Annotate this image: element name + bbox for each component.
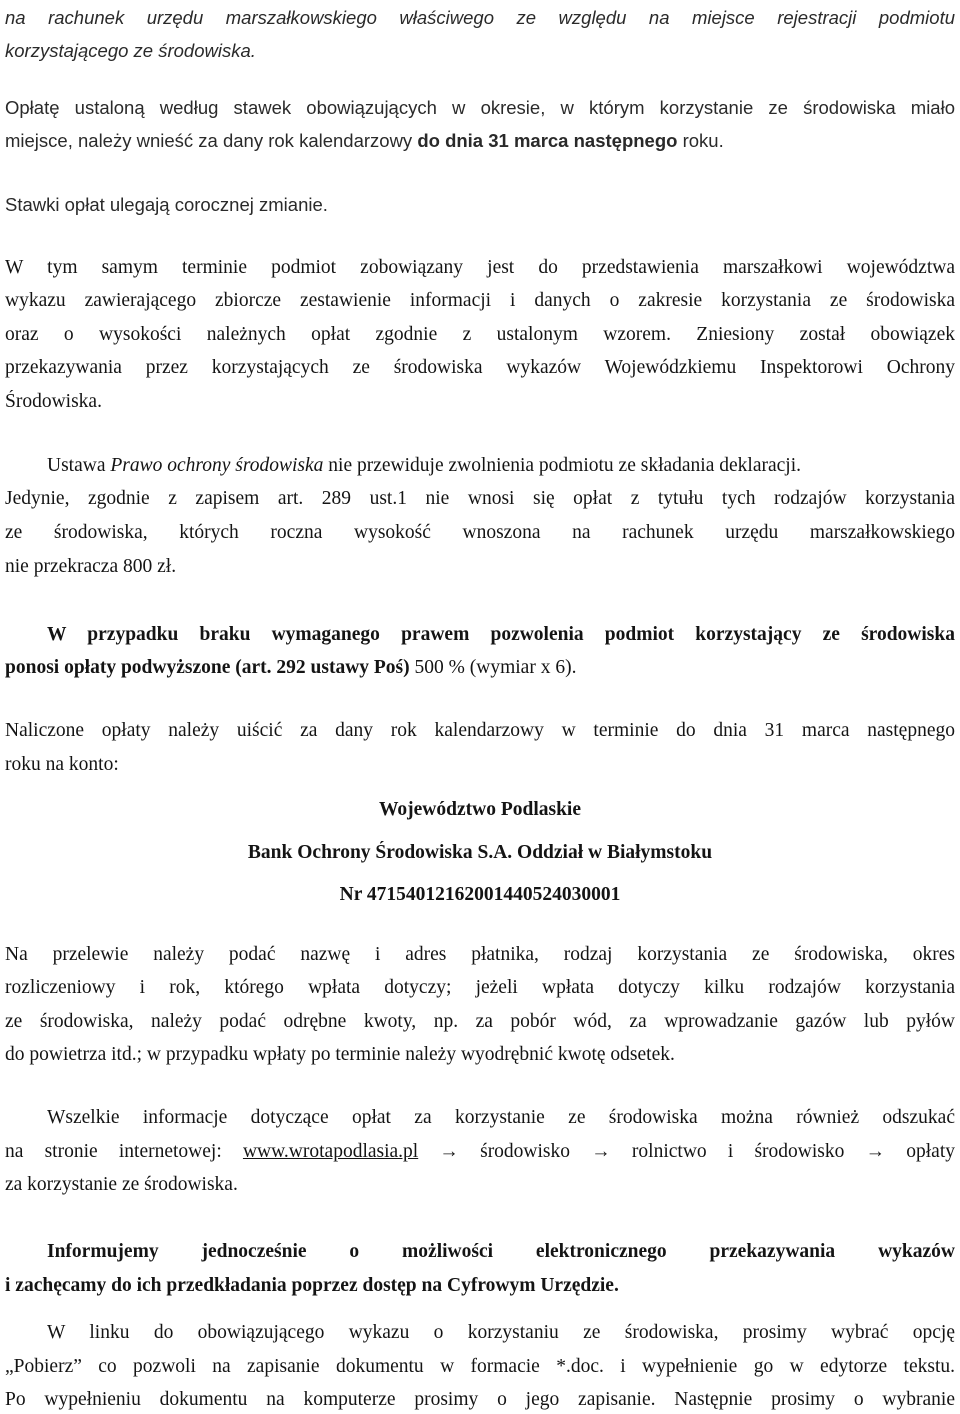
paragraph-5-text-end: nie przewiduje zwolnienia podmiotu ze składania deklaracji. <box>323 455 801 476</box>
paragraph-5-line-4: nie przekracza 800 zł. <box>5 556 177 577</box>
paragraph-9-line-2 <box>5 1140 955 1166</box>
paragraph-1-line-2: korzystającego ze środowiska. <box>5 40 256 61</box>
account-holder: Województwo Podlaskie <box>378 799 582 820</box>
paragraph-6-text-end: 500 % (wymiar x 6). <box>409 657 577 678</box>
paragraph-3: Stawki opłat ulegają corocznej zmianie. <box>5 194 328 215</box>
paragraph-2-text: miejsce, należy wnieść za dany rok kalendarzowy <box>5 130 418 151</box>
bank-name: Bank Ochrony Środowiska S.A. Oddział w Białymstoku <box>247 842 713 863</box>
paragraph-6-line-2 <box>5 656 955 682</box>
paragraph-8-line-3: ze środowiska, należy podać odrębne kwoty, np. za pobór wód, za wprowadzanie gazów lub pyłów <box>5 1011 955 1032</box>
paragraph-4-line-4: przekazywania przez korzystających ze środowiska wykazów Wojewódzkiemu Inspektorowi Ochrony <box>5 357 955 378</box>
paragraph-4-line-5: Środowiska. <box>5 391 102 412</box>
paragraph-9-line-1: Wszelkie informacje dotyczące opłat za korzystanie ze środowiska można również odszukać <box>47 1107 955 1128</box>
website-link[interactable]: www.wrotapodlasia.pl <box>242 1141 419 1162</box>
navigation-path: → środowisko → rolnictwo i środowisko → opłaty <box>418 1141 955 1162</box>
paragraph-8-line-1: Na przelewie należy podać nazwę i adres płatnika, rodzaj korzystania ze środowiska, okres <box>5 944 955 965</box>
paragraph-4-line-1: W tym samym terminie podmiot zobowiązany jest do przedstawienia marszałkowi województwa <box>5 257 955 278</box>
paragraph-11-line-3: Po wypełnieniu dokumentu na komputerze prosimy o jego zapisanie. Następnie prosimy o wybranie <box>5 1389 955 1410</box>
paragraph-11-line-1: W linku do obowiązującego wykazu o korzystaniu ze środowiska, prosimy wybrać opcję <box>47 1322 955 1343</box>
account-number: Nr 47154012162001440524030001 <box>339 884 621 905</box>
paragraph-5-line-1 <box>5 454 955 480</box>
increased-fees-emphasis: ponosi opłaty podwyższone (art. 292 ustawy Poś) <box>5 657 410 678</box>
paragraph-6-line-1: W przypadku braku wymaganego prawem pozwolenia podmiot korzystający ze środowiska <box>47 624 955 645</box>
paragraph-8-line-4: do powietrza itd.; w przypadku wpłaty po terminie należy wyodrębnić kwotę odsetek. <box>5 1044 675 1065</box>
paragraph-9-line-3: za korzystanie ze środowiska. <box>5 1174 238 1195</box>
paragraph-5-line-2: Jedynie, zgodnie z zapisem art. 289 ust.1 nie wnosi się opłat z tytułu tych rodzajów korzystania <box>5 488 955 509</box>
paragraph-11-line-2: „Pobierz” co pozwoli na zapisanie dokumentu w formacie *.doc. i wypełnienie go w edytorze tekstu. <box>5 1356 955 1377</box>
act-title: Prawo ochrony środowiska <box>110 455 324 476</box>
paragraph-7-line-2: roku na konto: <box>5 754 119 775</box>
paragraph-4-line-3: oraz o wysokości należnych opłat zgodnie z ustalonym wzorem. Zniesiony został obowiązek <box>5 324 955 345</box>
paragraph-1-line-1: na rachunek urzędu marszałkowskiego właściwego ze względu na miejsce rejestracji podmiotu <box>5 7 955 28</box>
paragraph-10-line-1: Informujemy jednocześnie o możliwości elektronicznego przekazywania wykazów <box>47 1241 955 1262</box>
paragraph-2-line-1: Opłatę ustaloną według stawek obowiązujących w okresie, w którym korzystanie ze środowiska miało <box>5 97 955 118</box>
paragraph-5-line-3: ze środowiska, których roczna wysokość wnoszona na rachunek urzędu marszałkowskiego <box>5 522 955 543</box>
paragraph-2-text-end: roku. <box>677 130 724 151</box>
paragraph-10-line-2: i zachęcamy do ich przedkładania poprzez dostęp na Cyfrowym Urzędzie. <box>5 1275 619 1296</box>
paragraph-2-line-2 <box>5 129 955 155</box>
paragraph-5-text: Ustawa <box>47 455 111 476</box>
paragraph-4-line-2: wykazu zawierającego zbiorcze zestawienie informacji i danych o zakresie korzystania ze środowiska <box>5 290 955 311</box>
paragraph-9-text: na stronie internetowej: <box>5 1141 243 1162</box>
deadline-emphasis: do dnia 31 marca następnego <box>417 130 678 151</box>
paragraph-7-line-1: Naliczone opłaty należy uiścić za dany rok kalendarzowy w terminie do dnia 31 marca następnego <box>5 720 955 741</box>
paragraph-8-line-2: rozliczeniowy i rok, którego wpłata dotyczy; jeżeli wpłata dotyczy kilku rodzajów korzystania <box>5 977 955 998</box>
